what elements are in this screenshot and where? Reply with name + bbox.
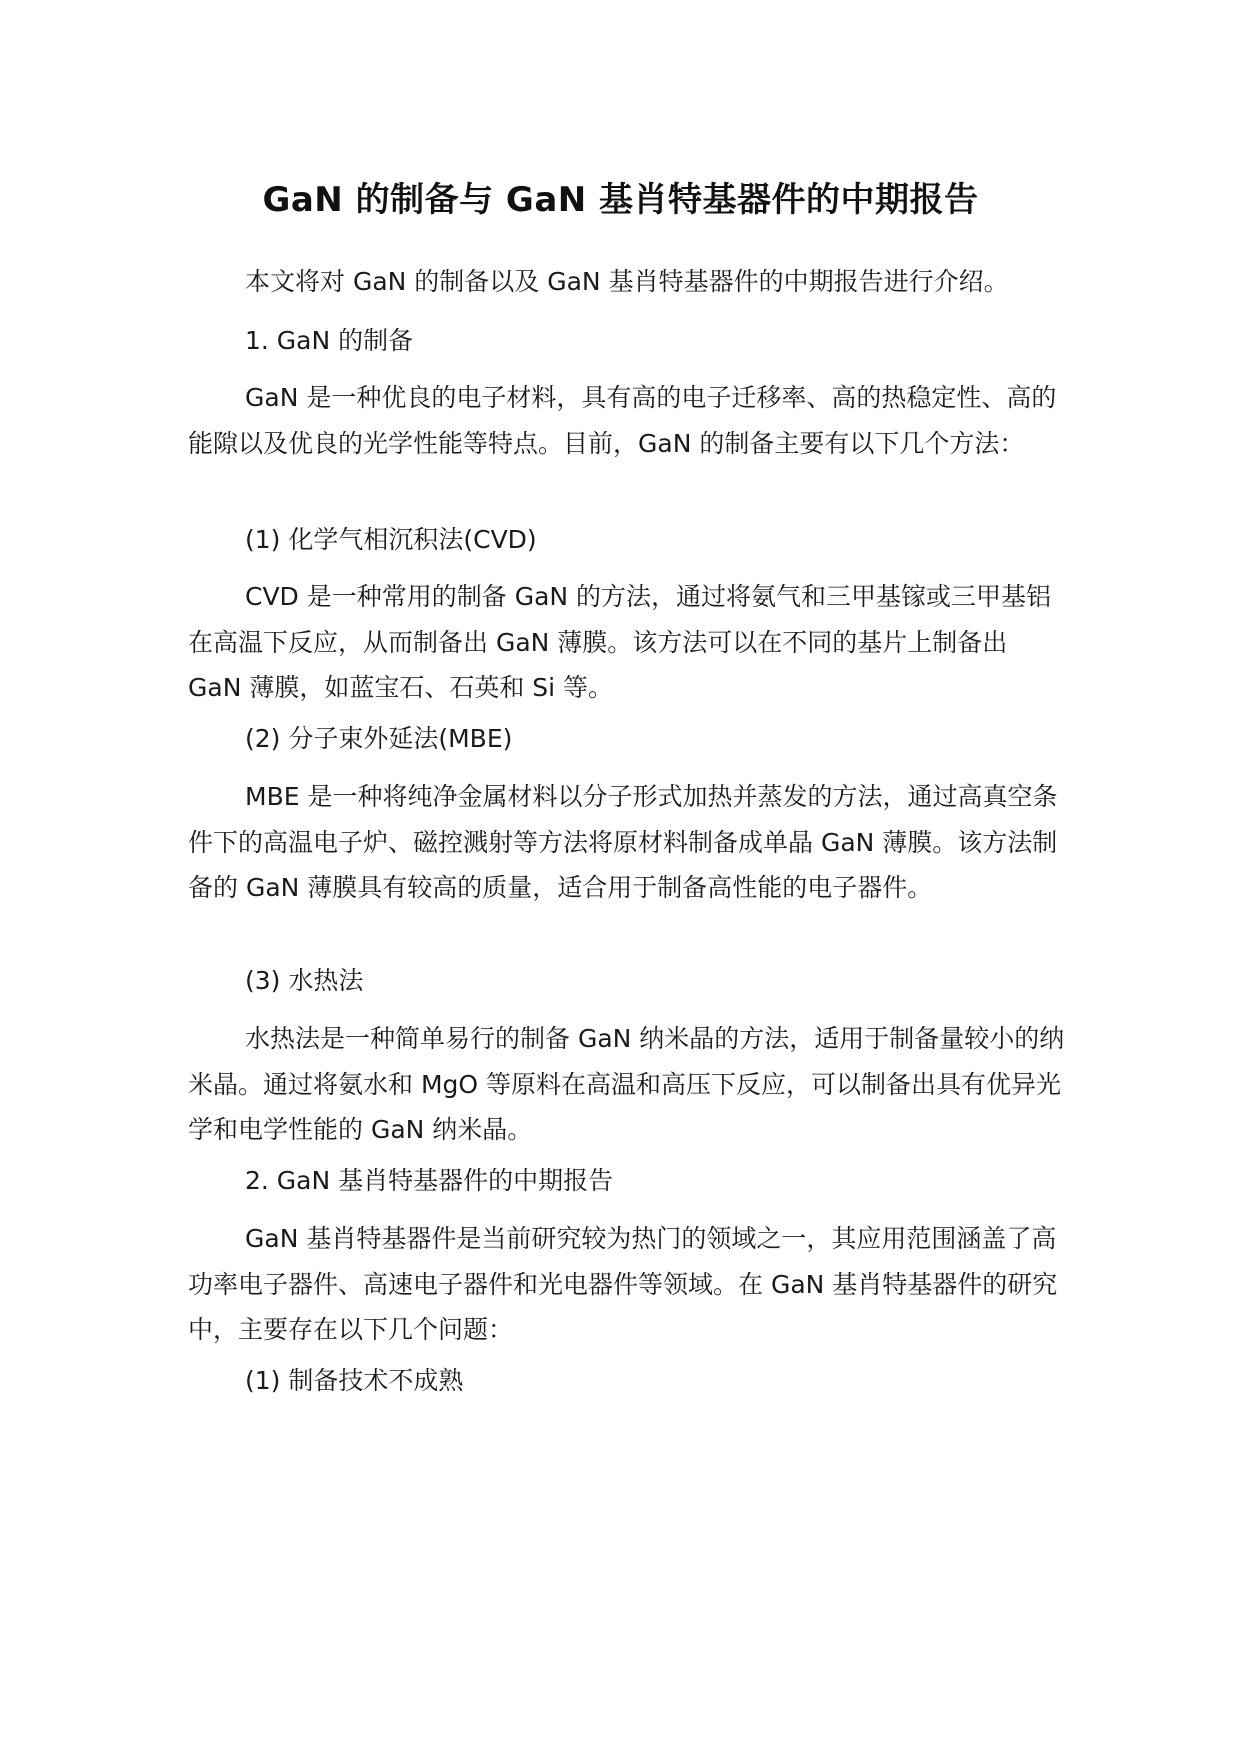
subheading-immature-technology: (1) 制备技术不成熟 [245,1366,464,1395]
intro-paragraph: 本文将对 GaN 的制备以及 GaN 基肖特基器件的中期报告进行介绍。 [245,267,1009,296]
subheading-hydrothermal: (3) 水热法 [245,966,364,995]
hydrothermal-paragraph: 水热法是一种简单易行的制备 GaN 纳米晶的方法，适用于制备量较小的纳米晶。通过将氨水和 MgO 等原料在高温和高压下反应，可以制备出具有优异光学和电学性能的 GaN 纳米晶。 [188,1024,1065,1144]
subheading-mbe: (2) 分子束外延法(MBE) [245,724,513,753]
mbe-paragraph: MBE 是一种将纯净金属材料以分子形式加热并蒸发的方法，通过高真空条件下的高温电子炉、磁控溅射等方法将原材料制备成单晶 GaN 薄膜。该方法制备的 GaN 薄膜具有较高的质量，适合用于制备高性能的电子器件。 [188,782,1058,902]
section-heading-gan-preparation: 1. GaN 的制备 [245,326,414,355]
document-title: GaN 的制备与 GaN 基肖特基器件的中期报告 [262,180,979,220]
schottky-paragraph: GaN 基肖特基器件是当前研究较为热门的领域之一，其应用范围涵盖了高功率电子器件、高速电子器件和光电器件等领域。在 GaN 基肖特基器件的研究中，主要存在以下几个问题： [188,1224,1058,1344]
gan-overview-paragraph: GaN 是一种优良的电子材料，具有高的电子迁移率、高的热稳定性、高的能隙以及优良的光学性能等特点。目前，GaN 的制备主要有以下几个方法： [188,383,1057,458]
section-heading-schottky-report: 2. GaN 基肖特基器件的中期报告 [245,1166,614,1195]
subheading-cvd: (1) 化学气相沉积法(CVD) [245,525,537,554]
cvd-paragraph: CVD 是一种常用的制备 GaN 的方法，通过将氨气和三甲基镓或三甲基铝在高温下反应，从而制备出 GaN 薄膜。该方法可以在不同的基片上制备出 GaN 薄膜，如蓝宝石、石英和 Si 等。 [188,582,1052,702]
